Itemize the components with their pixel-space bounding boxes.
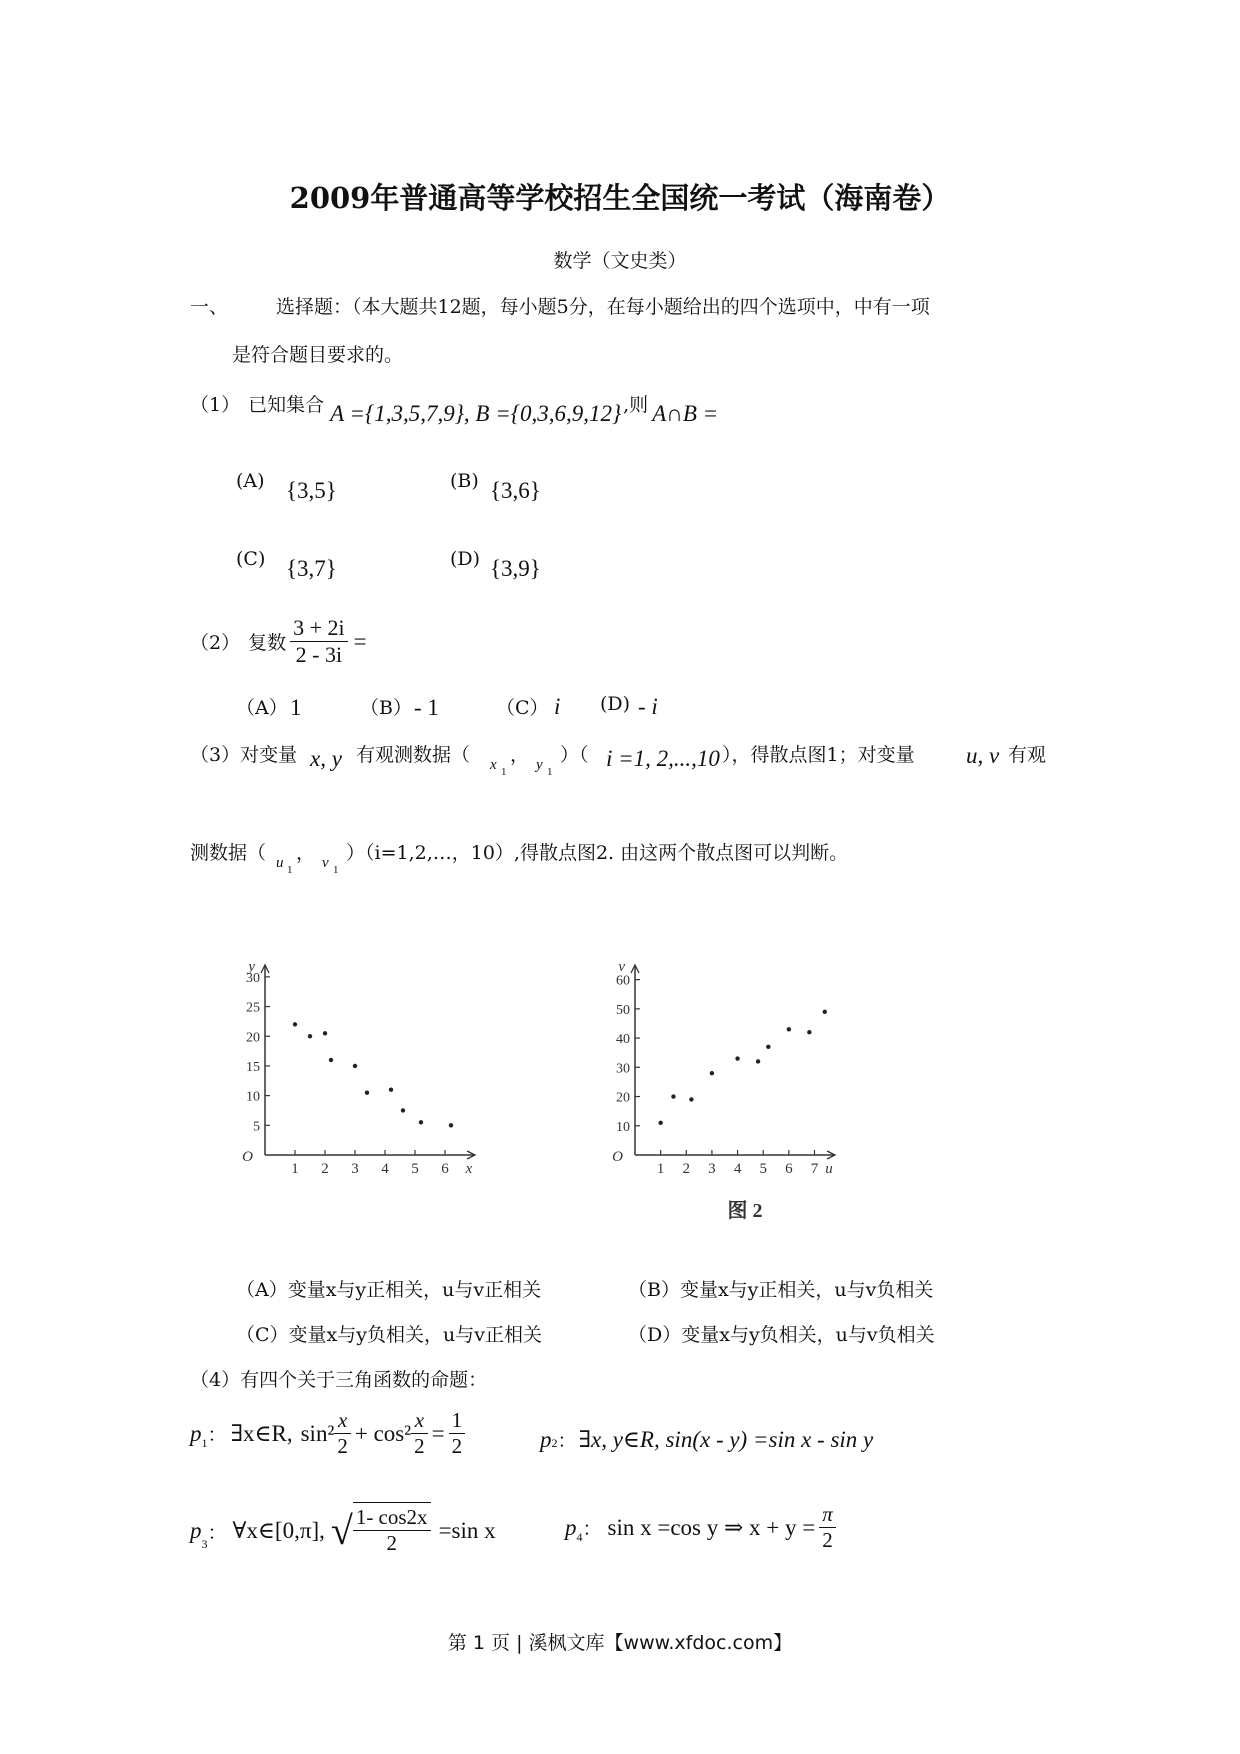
- x-tick-label: 5: [759, 1161, 767, 1177]
- comma: ，: [296, 842, 316, 864]
- fraction-numerator: 1: [449, 1408, 466, 1434]
- data-point: [756, 1059, 760, 1063]
- prop-label: p: [540, 1426, 552, 1452]
- prop-quantifier: ∃x∈R,: [230, 1420, 293, 1446]
- y-tick-label: 20: [616, 1090, 630, 1106]
- prop-subscript: 2: [551, 1436, 558, 1450]
- radical-sign-icon: √: [330, 1508, 353, 1553]
- prop-statement: sin x =cos y ⇒ x + y =: [607, 1514, 816, 1540]
- set-b: , B ={0,3,6,9,12}: [463, 401, 622, 426]
- set-a: A ={1,3,5,7,9}: [330, 401, 464, 426]
- data-point: [365, 1090, 369, 1094]
- fraction-numerator: π: [819, 1502, 836, 1528]
- fraction-denominator: 2 - 3i: [295, 642, 343, 667]
- fraction-numerator: 1- cos2x: [353, 1505, 431, 1531]
- fraction: [334, 1408, 351, 1459]
- q3-text-a: （3）对变量: [190, 744, 298, 766]
- data-point: [689, 1097, 693, 1101]
- prop-colon: ：: [207, 1521, 227, 1544]
- data-point: [308, 1034, 312, 1038]
- y-tick-label: 50: [616, 1002, 630, 1018]
- proposition-p4: [565, 1502, 836, 1553]
- data-point: [807, 1030, 811, 1034]
- prop-subscript: 4: [576, 1530, 583, 1544]
- y-tick-label: 15: [246, 1059, 260, 1075]
- proposition-p3: [190, 1502, 496, 1560]
- page-title: 2009年普通高等学校招生全国统一考试（海南卷）: [289, 181, 951, 215]
- q3-text-d: ），得散点图1；对变量: [722, 744, 915, 766]
- data-point: [658, 1121, 662, 1125]
- prop-colon: ：: [207, 1424, 227, 1446]
- y-tick-label: 20: [246, 1030, 260, 1046]
- data-point: [787, 1027, 791, 1031]
- x-tick-label: 3: [708, 1161, 716, 1177]
- option-label: (D): [600, 693, 631, 715]
- x-tick-label: 2: [682, 1161, 691, 1177]
- fraction-numerator: 3 + 2i: [290, 615, 348, 642]
- option-value: {3,9}: [490, 556, 541, 581]
- data-point: [329, 1058, 333, 1062]
- option-text: （C）变量x与y负相关，u与v正相关: [236, 1324, 542, 1346]
- option-label: （B）: [360, 697, 412, 719]
- question-1: [190, 390, 719, 426]
- figure-caption: 图 2: [727, 1200, 763, 1222]
- data-point: [710, 1071, 714, 1075]
- complex-fraction: [290, 615, 348, 668]
- data-point: [389, 1087, 393, 1091]
- section-number: 一、: [190, 296, 229, 318]
- prop-statement: ∃x, y∈R, sin(x - y) =sin x - sin y: [578, 1426, 874, 1452]
- fraction: [819, 1502, 836, 1553]
- square-root: [331, 1502, 431, 1560]
- option-label: (A): [236, 470, 265, 492]
- section-instruction-line2: 是符合题目要求的。: [232, 344, 404, 366]
- y-tick-label: 25: [246, 1000, 260, 1016]
- q3-text-f: 测数据（: [190, 842, 267, 864]
- equals-sign: =: [431, 1420, 445, 1446]
- prop-subscript: 1: [201, 1436, 208, 1450]
- option-label: (D): [450, 548, 481, 570]
- question-number: （1）: [190, 394, 241, 416]
- option-value: {3,5}: [286, 478, 337, 503]
- x-axis-label: u: [825, 1161, 833, 1177]
- data-point: [401, 1108, 405, 1112]
- data-point: [293, 1022, 297, 1026]
- data-point: [353, 1064, 357, 1068]
- section-instruction-line1: 选择题：（本大题共12题，每小题5分，在每小题给出的四个选项中，中有一项: [276, 296, 930, 318]
- scatter-figures: [220, 935, 840, 1235]
- proposition-p1: [190, 1408, 465, 1459]
- y-tick-label: 10: [616, 1119, 630, 1135]
- proposition-p2: [540, 1426, 873, 1453]
- prop-label: p: [190, 1420, 202, 1446]
- x-axis-label: x: [465, 1161, 473, 1177]
- option-label: （A）: [236, 697, 288, 719]
- option-text: （D）变量x与y负相关，u与v负相关: [628, 1324, 935, 1346]
- equals-sign: =: [353, 628, 367, 654]
- q3-text-c: ）（: [560, 744, 589, 766]
- fraction-numerator: x: [411, 1408, 428, 1434]
- fraction: [449, 1408, 466, 1459]
- subscript: 1: [547, 766, 553, 778]
- fraction-denominator: 2: [451, 1434, 463, 1458]
- subscript: 1: [287, 864, 293, 876]
- fraction: [353, 1502, 431, 1560]
- fraction-denominator: 2: [822, 1528, 833, 1552]
- y-axis-label: v: [618, 959, 625, 975]
- x-tick-label: 1: [291, 1161, 299, 1177]
- y-axis-label: y: [248, 959, 255, 975]
- x-tick-label: 7: [810, 1161, 819, 1177]
- option-value: i: [554, 694, 561, 719]
- y-tick-label: 40: [616, 1032, 630, 1048]
- data-point: [419, 1120, 423, 1124]
- var-u: u: [276, 855, 284, 871]
- y-tick-label: 30: [246, 970, 260, 986]
- data-point: [766, 1045, 770, 1049]
- option-label: （C）: [496, 697, 549, 719]
- x-tick-label: 4: [381, 1161, 389, 1177]
- x-tick-label: 4: [733, 1161, 742, 1177]
- intersection-expr: A∩B =: [652, 401, 719, 426]
- x-tick-label: 1: [656, 1161, 665, 1177]
- fraction-denominator: 2: [386, 1531, 397, 1555]
- fraction: [411, 1408, 428, 1459]
- fraction-denominator: 2: [414, 1434, 425, 1458]
- data-point: [671, 1094, 675, 1098]
- y-tick-label: 30: [616, 1061, 630, 1077]
- fraction-denominator: 2: [337, 1434, 348, 1458]
- x-tick-label: 6: [785, 1161, 793, 1177]
- question-number: （2）: [190, 632, 241, 654]
- variables-xy: x, y: [310, 746, 342, 771]
- option-text: （A）变量x与y正相关，u与v正相关: [236, 1279, 542, 1301]
- question-stem: 已知集合: [248, 394, 325, 416]
- q3-text-g: ）（i=1,2,…，10）,得散点图2. 由这两个散点图可以判断。: [346, 842, 849, 864]
- option-value: - i: [638, 694, 658, 719]
- x-tick-label: 5: [411, 1161, 419, 1177]
- x-tick-label: 6: [441, 1161, 449, 1177]
- option-label: (B): [450, 470, 479, 492]
- prop-colon: ：: [582, 1518, 602, 1540]
- origin-label: O: [242, 1149, 253, 1165]
- var-y: y: [536, 757, 543, 773]
- prop-subscript: 3: [201, 1537, 208, 1551]
- prop-label: p: [190, 1518, 202, 1543]
- q3-text-e: 有观: [1008, 744, 1047, 766]
- q3-text-b: 有观测数据（: [356, 744, 471, 766]
- fraction-numerator: x: [334, 1408, 351, 1434]
- option-text: （B）变量x与y正相关，u与v负相关: [628, 1279, 934, 1301]
- prop-quantifier: ∀x∈[0,π],: [232, 1518, 325, 1543]
- var-v: v: [322, 855, 329, 871]
- prop-rhs: =sin x: [438, 1518, 496, 1543]
- origin-label: O: [612, 1149, 623, 1165]
- cos-squared: + cos²: [354, 1420, 412, 1446]
- x-tick-label: 3: [351, 1161, 359, 1177]
- option-value: {3,6}: [490, 478, 541, 503]
- prop-colon: ：: [557, 1430, 577, 1452]
- comma: ，: [510, 744, 530, 766]
- y-tick-label: 60: [616, 973, 630, 989]
- data-point: [735, 1056, 739, 1060]
- subscript: 1: [501, 766, 507, 778]
- var-x: x: [490, 757, 497, 773]
- variables-uv: u, v: [966, 743, 1000, 768]
- y-tick-label: 10: [246, 1089, 260, 1105]
- x-tick-label: 2: [321, 1161, 329, 1177]
- data-point: [323, 1031, 327, 1035]
- subscript: 1: [333, 864, 339, 876]
- option-value: - 1: [414, 695, 439, 720]
- index-range: i =1, 2,...,10: [606, 746, 720, 771]
- prop-label: p: [565, 1514, 577, 1540]
- sin-squared: sin²: [300, 1420, 335, 1446]
- option-value: {3,7}: [286, 556, 337, 581]
- option-value: 1: [290, 695, 302, 720]
- data-point: [823, 1010, 827, 1014]
- option-label: (C): [236, 548, 266, 570]
- data-point: [449, 1123, 453, 1127]
- y-tick-label: 5: [253, 1119, 260, 1135]
- question-2: [190, 615, 367, 668]
- page-subtitle: 数学（文史类）: [553, 250, 687, 272]
- then-word: ,则: [623, 394, 649, 416]
- q4-stem: （4）有四个关于三角函数的命题：: [190, 1369, 488, 1391]
- page-footer: 第 1 页 | 溪枫文库【www.xfdoc.com】: [447, 1632, 793, 1654]
- question-stem: 复数: [248, 632, 287, 654]
